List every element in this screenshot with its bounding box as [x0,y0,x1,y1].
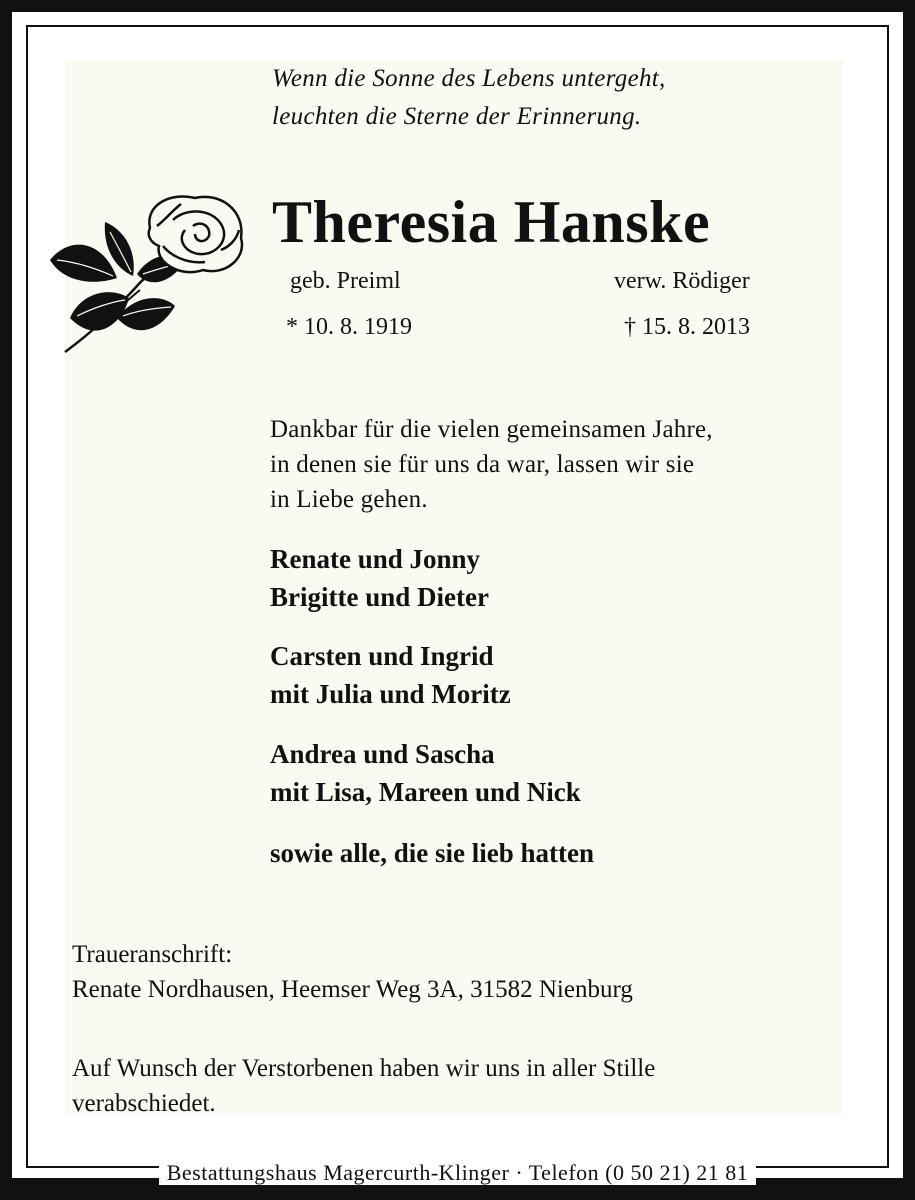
farewell-note [72,1051,655,1121]
death-date: † 15. 8. 2013 [624,314,750,340]
note-line: verabschiedet. [72,1090,216,1117]
mourner-line: Carsten und Ingrid [270,641,494,671]
motto-line: leuchten die Sterne der Erinnerung. [272,103,642,130]
condolence-address [72,937,633,1007]
mourner-line: mit Lisa, Mareen und Nick [270,777,581,807]
mourner-line: Andrea und Sascha [270,739,495,769]
address-label: Traueranschrift: [72,941,233,968]
deceased-name: Theresia Hanske [272,189,711,255]
note-line: Auf Wunsch der Verstorbenen haben wir uns in aller Stille [72,1055,656,1082]
mourner-line: Renate und Jonny [270,544,481,574]
address-value: Renate Nordhausen, Heemser Weg 3A, 31582 Nienburg [72,976,633,1003]
motto [272,60,666,136]
mourner-line: Brigitte und Dieter [270,582,489,612]
birth-date: * 10. 8. 1919 [286,314,412,340]
maiden-name: geb. Preiml [290,268,401,294]
funeral-home-footer [0,1160,915,1186]
gratitude-line: Dankbar für die vielen gemeinsamen Jahre, [270,416,713,443]
motto-line: Wenn die Sonne des Lebens untergeht, [272,65,666,92]
footer-text: Bestattungshaus Magercurth-Klinger · Telefon (0 50 21) 21 81 [159,1160,757,1185]
gratitude-line: in Liebe gehen. [270,486,428,513]
rose-icon [45,190,250,370]
gratitude-line: in denen sie für uns da war, lassen wir sie [270,451,695,478]
gratitude-text [270,412,713,517]
mourner-closing: sowie alle, die sie lieb hatten [270,838,594,868]
widowed-name: verw. Rödiger [614,268,750,294]
mourner-line: mit Julia und Moritz [270,679,511,709]
